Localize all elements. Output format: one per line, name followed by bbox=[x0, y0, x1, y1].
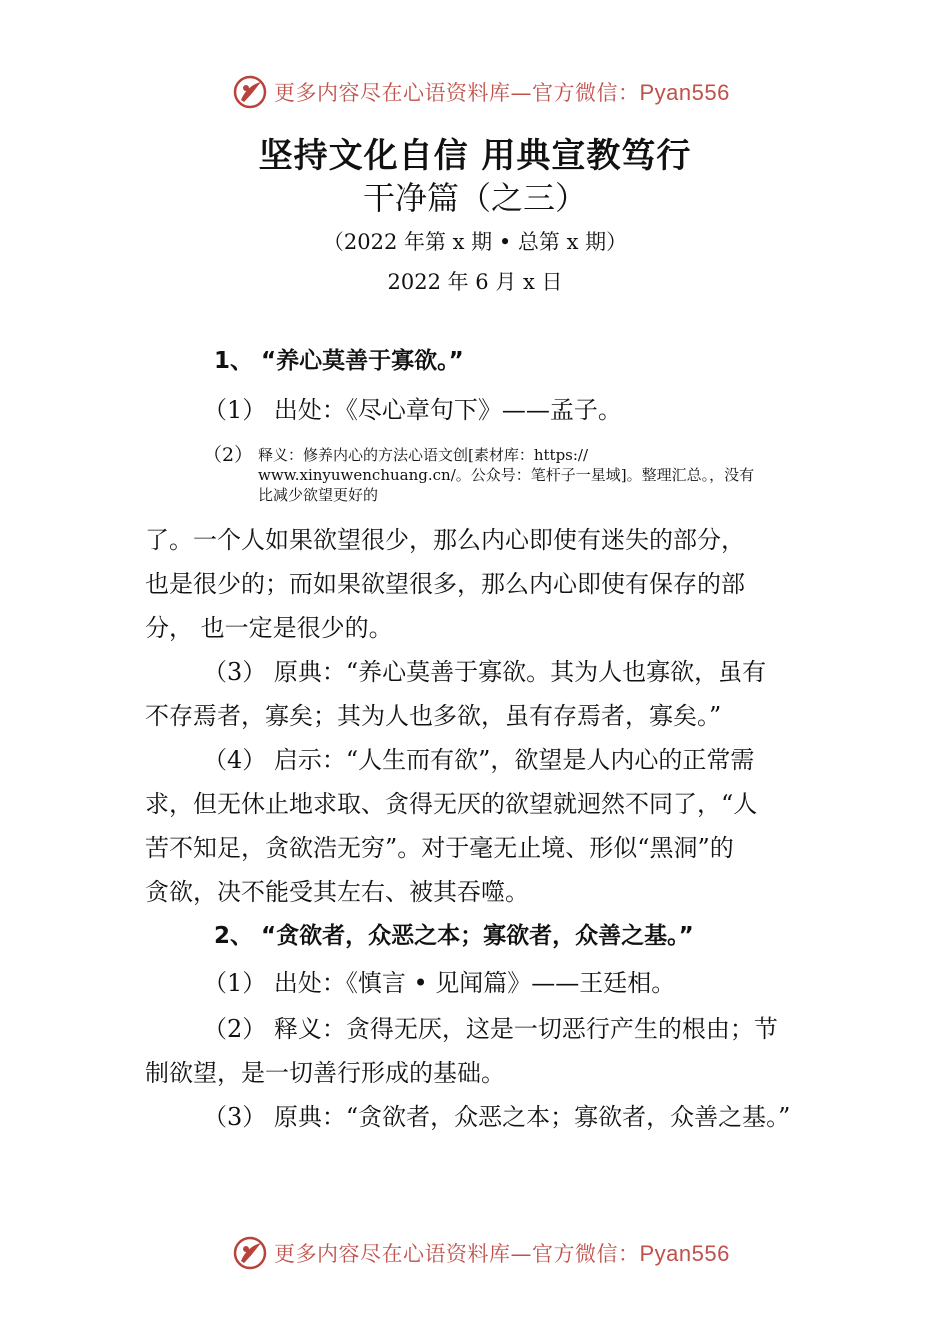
banner-text bbox=[274, 77, 730, 107]
issue-number: （2022 年第 x 期 • 总第 x 期） bbox=[322, 230, 628, 254]
section-1-meaning-small-line: www.xinyuwenchuang.cn/。公众号：笔杆子一星域]。整理汇总。，没有 bbox=[258, 466, 755, 484]
section-1-original-line: 不存焉者，寡矣；其为人也多欲，虽有存焉者，寡矣。” bbox=[145, 702, 722, 730]
banner-label: 更多内容尽在心语资料库—官方微信： bbox=[274, 1242, 640, 1266]
brand-logo-icon bbox=[232, 74, 268, 110]
section-1-meaning-line: 了。一个人如果欲望很少，那么内心即使有迷失的部分， bbox=[145, 526, 745, 554]
section-1-heading: 1、 “养心莫善于寡欲。” bbox=[214, 348, 464, 374]
section-2-source: （1） 出处：《慎言 • 见闻篇》——王廷相。 bbox=[203, 969, 676, 997]
section-1-insight-line: 求，但无休止地求取、贪得无厌的欲望就迥然不同了，“人 bbox=[145, 790, 758, 818]
section-2-meaning-line: （2） 释义：贪得无厌，这是一切恶行产生的根由；节 bbox=[203, 1015, 778, 1043]
section-1-meaning-label: （2） bbox=[203, 444, 254, 466]
section-1-meaning-line: 也是很少的；而如果欲望很多，那么内心即使有保存的部 bbox=[145, 570, 745, 598]
banner-label: 更多内容尽在心语资料库—官方微信： bbox=[274, 81, 640, 105]
header-watermark-banner bbox=[232, 72, 730, 112]
document-subtitle: 干净篇（之三） bbox=[362, 179, 587, 217]
section-1-insight-line: 苦不知足，贪欲浩无穷”。对于毫无止境、形似“黑洞”的 bbox=[145, 834, 734, 862]
brand-logo-icon bbox=[232, 1235, 268, 1271]
section-1-meaning-small-line: 释义：修养内心的方法心语文创[素材库：https:// bbox=[258, 446, 589, 464]
section-1-insight-line: 贪欲，决不能受其左右、被其吞噬。 bbox=[145, 878, 529, 906]
section-1-meaning-small-line: 比减少欲望更好的 bbox=[258, 486, 379, 504]
section-2-meaning-line: 制欲望，是一切善行形成的基础。 bbox=[145, 1059, 505, 1087]
banner-account: Pyan556 bbox=[639, 1241, 730, 1266]
section-2-heading: 2、 “贪欲者，众恶之本；寡欲者，众善之基。” bbox=[214, 923, 694, 949]
footer-watermark-banner bbox=[232, 1233, 730, 1273]
issue-date: 2022 年 6 月 x 日 bbox=[387, 270, 563, 294]
banner-account: Pyan556 bbox=[639, 80, 730, 105]
banner-text bbox=[274, 1238, 730, 1268]
document-title: 坚持文化自信 用典宣教笃行 bbox=[258, 136, 692, 176]
section-1-source: （1） 出处：《尽心章句下》——孟子。 bbox=[203, 396, 622, 424]
section-1-original-line: （3） 原典：“养心莫善于寡欲。其为人也寡欲，虽有 bbox=[203, 658, 767, 686]
section-1-meaning-line: 分， 也一定是很少的。 bbox=[145, 614, 393, 642]
section-1-insight-line: （4） 启示：“人生而有欲”，欲望是人内心的正常需 bbox=[203, 746, 755, 774]
section-2-original: （3） 原典：“贪欲者，众恶之本；寡欲者，众善之基。” bbox=[203, 1103, 791, 1131]
